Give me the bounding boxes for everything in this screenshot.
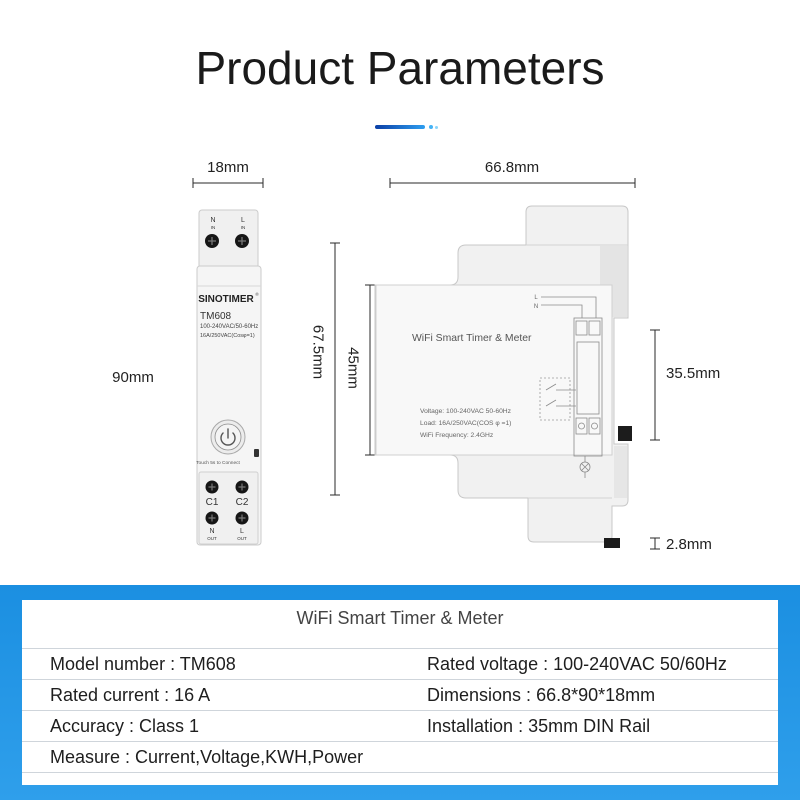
spec-value: 66.8*90*18mm — [536, 684, 656, 705]
spec-cell-measure — [22, 747, 427, 768]
dimension-side-total-height — [310, 243, 341, 495]
spec-separator: : — [165, 653, 180, 674]
dimension-rail-width — [650, 330, 720, 440]
dimension-label-side-depth: 66.8mm — [484, 159, 540, 176]
terminal-label-out-n: N — [209, 528, 215, 535]
spec-separator: : — [159, 684, 175, 705]
spec-table-heading: WiFi Smart Timer & Meter — [296, 608, 504, 628]
terminal-sub-label-out: OUT — [237, 536, 247, 541]
dimension-line — [193, 178, 263, 188]
spec-value: 16 A — [174, 684, 211, 705]
spec-cell-rated-voltage — [427, 654, 778, 675]
spec-label: Measure — [50, 746, 121, 767]
spec-value: Class 1 — [139, 715, 200, 736]
rail-latch — [618, 426, 632, 441]
dimension-clip — [650, 536, 712, 553]
terminal-sub-label-in: IN — [210, 225, 216, 230]
screw-terminal-icon — [205, 234, 219, 248]
terminal-label-in-n: N — [210, 217, 216, 224]
dimension-label-rail-width: 35.5mm — [666, 365, 721, 382]
spec-label: Installation — [427, 715, 514, 736]
touch-button — [211, 420, 245, 454]
spec-label: Model number — [50, 653, 166, 674]
spec-label: Rated current — [50, 684, 160, 705]
side-bottom-shade — [614, 446, 627, 498]
side-view-device — [375, 206, 632, 548]
spec-value: Current,Voltage,KWH,Power — [135, 746, 364, 767]
side-spec-wifi-frequency: WiFi Frequency: 2.4GHz — [420, 432, 494, 439]
device-rating-voltage: 100-240VAC/50-60Hz — [200, 324, 259, 330]
status-led — [254, 449, 259, 457]
spec-separator: : — [120, 746, 136, 767]
dimension-line — [330, 243, 340, 495]
wiring-label-l: L — [534, 295, 538, 301]
spec-value: TM608 — [179, 653, 236, 674]
dimension-line — [650, 538, 660, 549]
dimension-label-clip: 2.8mm — [666, 536, 712, 553]
table-row — [22, 648, 778, 679]
device-model: TM608 — [200, 311, 232, 322]
spec-separator: : — [521, 684, 537, 705]
terminal-sub-label-in: IN — [240, 225, 246, 230]
side-product-name: WiFi Smart Timer & Meter — [412, 333, 532, 344]
table-row — [22, 710, 778, 741]
terminal-label-out-l: L — [240, 528, 244, 535]
dimension-label-front-width: 18mm — [207, 159, 249, 176]
screw-terminal-icon — [206, 512, 219, 525]
spec-value: 100-240VAC 50/60Hz — [553, 653, 727, 674]
side-spec-voltage: Voltage: 100-240VAC 50-60Hz — [420, 408, 511, 415]
spec-value: 35mm DIN Rail — [528, 715, 651, 736]
screw-terminal-icon — [236, 512, 249, 525]
screw-terminal-icon — [206, 481, 219, 494]
dimension-label-total-height: 67.5mm — [309, 324, 327, 380]
spec-label: Accuracy — [50, 715, 125, 736]
terminal-label-c2: C2 — [235, 497, 249, 508]
wiring-label-n: N — [533, 304, 539, 310]
dimension-front-width — [193, 159, 263, 188]
dimension-line — [390, 178, 635, 188]
dimension-front-height — [112, 369, 154, 386]
device-rating-load: 16A/250VAC(Cosφ=1) — [200, 333, 255, 339]
screw-terminal-icon — [236, 481, 249, 494]
side-face-label — [376, 285, 612, 455]
side-spec-load: Load: 16A/250VAC(COS φ =1) — [420, 420, 512, 427]
spec-table — [22, 600, 778, 785]
spec-label: Rated voltage — [427, 653, 539, 674]
touch-hint: Touch 5s to Connect — [196, 461, 240, 466]
table-row — [22, 741, 778, 773]
dimension-line — [365, 285, 375, 455]
title-accent-dot — [435, 126, 438, 129]
terminal-sub-label-out: OUT — [207, 536, 217, 541]
terminal-label-c1: C1 — [205, 497, 219, 508]
title-accent-bar — [375, 125, 425, 129]
screw-terminal-icon — [235, 234, 249, 248]
dimension-side-face-height — [345, 285, 376, 455]
rail-clip — [604, 538, 620, 548]
spec-separator: : — [513, 715, 529, 736]
device-brand-logo: SINOTIMER — [198, 294, 254, 305]
title-accent-dot — [429, 125, 433, 129]
spec-cell-installation — [427, 716, 778, 737]
spec-cell-model-number — [22, 654, 427, 675]
front-view-device — [196, 210, 261, 545]
page-title: Product Parameters — [195, 42, 605, 94]
terminal-label-in-l: L — [241, 217, 245, 224]
spec-cell-accuracy — [22, 716, 427, 737]
dimension-side-depth — [390, 159, 635, 188]
spec-cell-dimensions — [427, 685, 778, 706]
dimension-label-front-height: 90mm — [112, 369, 154, 386]
spec-label: Dimensions — [427, 684, 522, 705]
registered-mark: ® — [255, 292, 259, 297]
spec-separator: : — [538, 653, 554, 674]
table-row — [22, 679, 778, 710]
spec-separator: : — [124, 715, 140, 736]
spec-cell-rated-current — [22, 685, 427, 706]
dimension-label-face-height: 45mm — [344, 347, 362, 389]
dimension-line — [650, 330, 660, 440]
